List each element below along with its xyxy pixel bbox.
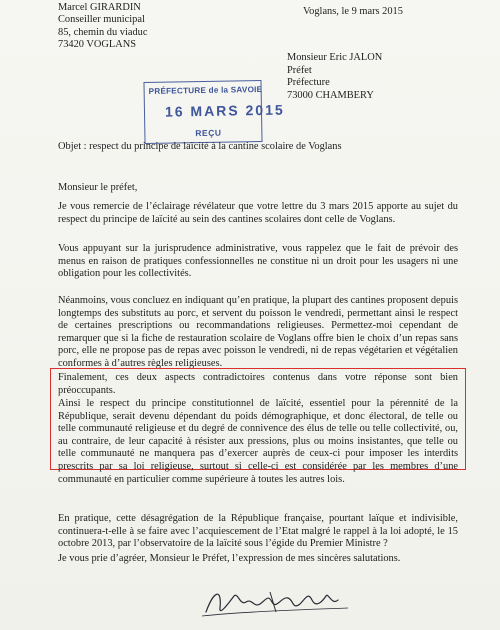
sender-street: 85, chemin du viaduc — [58, 26, 148, 38]
handwritten-signature — [200, 582, 350, 622]
sender-name: Marcel GIRARDIN — [58, 2, 141, 13]
stamp-date: 16 MARS 2015 — [164, 101, 285, 120]
sender-role: Conseiller municipal — [58, 14, 145, 26]
closing-formula: Je vous prie d’agréer, Monsieur le Préfet, l’expression de mes sincères salutations. — [58, 553, 401, 564]
paragraph-6: En pratique, cette désagrégation de la République française, pourtant laïque et indivisible, continuera-t-elle à se faire avec l’acquiescement de l’Etat malgré le rappel à la loi adopté, le 15 octobre 2013, par l’observatoire de la laïcité sous l’égide du Premier Ministre ? — [58, 513, 458, 550]
recipient-office: Préfecture — [287, 77, 330, 89]
stamp-received: REÇU — [195, 127, 222, 139]
recipient-block — [287, 52, 382, 102]
sender-block — [58, 2, 147, 52]
sender-city: 73420 VOGLANS — [58, 39, 137, 51]
received-stamp — [143, 80, 285, 144]
paragraph-4: Finalement, ces deux aspects contradictoires contenus dans votre réponse sont bien préoccupants. — [58, 372, 458, 396]
recipient-city: 73000 CHAMBERY — [287, 89, 374, 101]
paragraph-3: Néanmoins, vous concluez en indiquant qu’en pratique, la plupart des cantines proposent depuis longtemps des substituts au porc, et servent du poisson le vendredi, permettant ainsi le respect de certaines prescriptions ou recommandations religieuses. Permettez-moi cependant de remarquer que si la fiche de restauration scolaire de Voglans offre bien le choix d’un repas sans porc, elle ne propose pas de repas avec poisson le vendredi, ni de repas végétarien et végétalien conformes à d’autres règles religieuses. — [58, 295, 458, 369]
stamp-header: PRÉFECTURE de la SAVOIE — [148, 84, 263, 96]
paragraph-5: Ainsi le respect du principe constitutionnel de laïcité, essentiel pour la pérennité de la République, serait devenu dépendant du poids démographique, et donc électoral, de telle ou telle communauté religieuse et du degré de connivence des élus de telle ou telle collectivité, ou, au contraire, de leur capacité à résister aux pressions, plus ou moins insistantes, que telle ou telle communauté ne manquera pas d’exercer auprès de ceux-ci pour imposer les interdits prescrits par sa loi religieuse, surtout si celle-ci est considérée par les membres d’une communauté en particulier comme supérieure à toutes les autres lois. — [58, 398, 458, 485]
salutation: Monsieur le préfet, — [58, 182, 138, 193]
place-date: Voglans, le 9 mars 2015 — [303, 6, 403, 17]
paragraph-1: Je vous remercie de l’éclairage révélateur que votre lettre du 3 mars 2015 apporte au sujet du respect du principe de laïcité au sein des cantines scolaires dont celle de Voglans. — [58, 201, 458, 225]
letter-object: Objet : respect du principe de laïcité à la cantine scolaire de Voglans — [58, 141, 342, 152]
recipient-title: Préfet — [287, 64, 312, 76]
paragraph-2: Vous appuyant sur la jurisprudence administrative, vous rappelez que le fait de prévoir des menus en raison de pratiques confessionnelles ne constitue ni un droit pour les usagers ni une obligation pour les collectivités. — [58, 243, 458, 280]
recipient-name: Monsieur Eric JALON — [287, 52, 383, 63]
